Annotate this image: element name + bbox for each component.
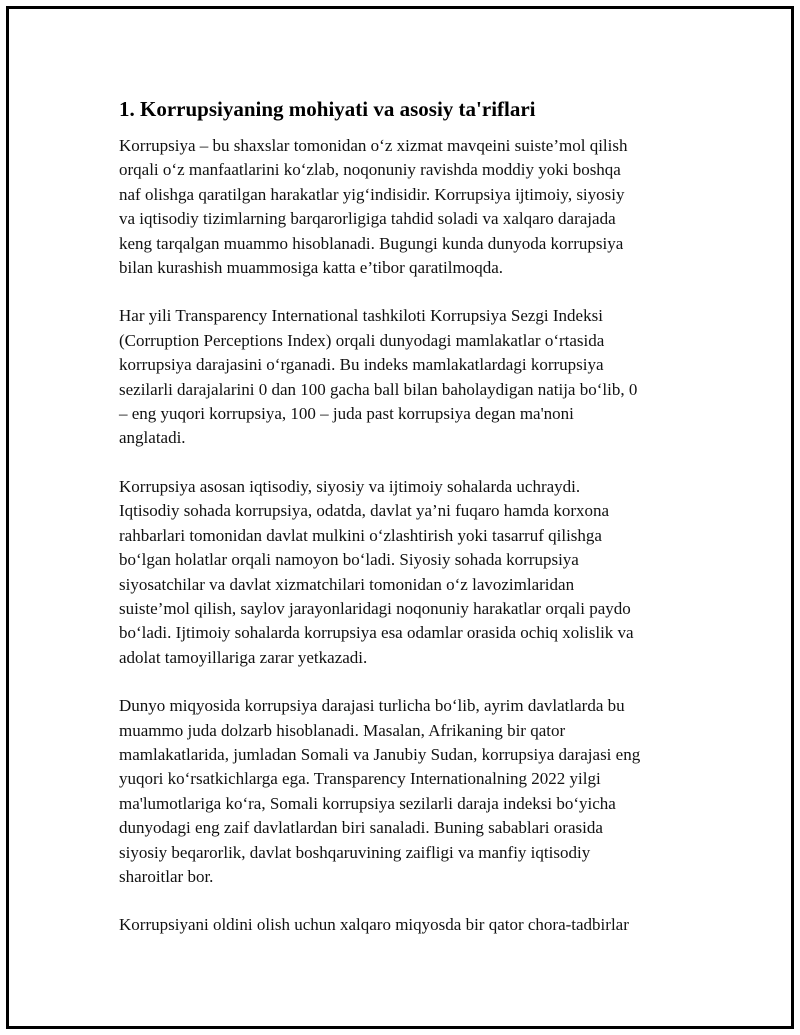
text-line: keng tarqalgan muammo hisoblanadi. Bugungi kunda dunyoda korrupsiya: [119, 233, 624, 253]
text-line: Dunyo miqyosida korrupsiya darajasi turlicha bo‘lib, ayrim davlatlarda bu: [119, 696, 625, 716]
text-line: mamlakatlarida, jumladan Somali va Janubiy Sudan, korrupsiya darajasi eng: [119, 744, 641, 764]
text-line: korrupsiya darajasini o‘rganadi. Bu indeks mamlakatlardagi korrupsiya: [119, 355, 604, 375]
text-line: sezilarli darajalarini 0 dan 100 gacha ball bilan baholaydigan natija bo‘lib, 0: [119, 379, 638, 399]
text-line: muammo juda dolzarb hisoblanadi. Masalan, Afrikaning bir qator: [119, 720, 566, 740]
paragraph-prevention: [119, 913, 689, 937]
text-line: adolat tamoyillariga zarar yetkazadi.: [119, 647, 368, 667]
paragraph-definition: [119, 134, 689, 280]
text-line: dunyodagi eng zaif davlatlardan biri sanaladi. Buning sabablari orasida: [119, 818, 603, 838]
text-line: (Corruption Perceptions Index) orqali dunyodagi mamlakatlar o‘rtasida: [119, 330, 605, 350]
paragraph-spheres: [119, 475, 689, 670]
text-line: bilan kurashish muammosiga katta e’tibor qaratilmoqda.: [119, 258, 503, 278]
text-line: sharoitlar bor.: [119, 866, 214, 886]
text-line: Har yili Transparency International tashkiloti Korrupsiya Sezgi Indeksi: [119, 306, 603, 326]
text-line: Korrupsiya – bu shaxslar tomonidan o‘z xizmat mavqeini suiste’mol qilish: [119, 136, 628, 155]
document-page: [6, 6, 794, 1029]
text-line: bo‘lgan holatlar orqali namoyon bo‘ladi. Siyosiy sohada korrupsiya: [119, 550, 579, 570]
text-line: Korrupsiyani oldini olish uchun xalqaro miqyosda bir qator chora-tadbirlar: [119, 915, 629, 935]
text-line: Korrupsiya asosan iqtisodiy, siyosiy va ijtimoiy sohalarda uchraydi.: [119, 476, 581, 496]
paragraph-world: [119, 694, 689, 889]
text-line: suiste’mol qilish, saylov jarayonlaridagi noqonuniy harakatlar orqali paydo: [119, 598, 631, 618]
paragraph-cpi: [119, 304, 689, 450]
text-line: ma'lumotlariga ko‘ra, Somali korrupsiya sezilarli daraja indeksi bo‘yicha: [119, 793, 616, 813]
document-body: [119, 94, 689, 962]
text-line: bo‘ladi. Ijtimoiy sohalarda korrupsiya esa odamlar orasida ochiq xolislik va: [119, 623, 634, 643]
text-line: naf olishga qaratilgan harakatlar yig‘indisidir. Korrupsiya ijtimoiy, siyosiy: [119, 184, 625, 204]
text-line: orqali o‘z manfaatlarini ko‘zlab, noqonuniy ravishda moddiy yoki boshqa: [119, 160, 621, 180]
text-line: yuqori ko‘rsatkichlarga ega. Transparency Internationalning 2022 yilgi: [119, 769, 601, 789]
text-line: siyosiy beqarorlik, davlat boshqaruvining zaifligi va manfiy iqtisodiy: [119, 842, 591, 862]
text-line: va iqtisodiy tizimlarning barqarorligiga tahdid soladi va xalqaro darajada: [119, 209, 616, 229]
text-line: siyosatchilar va davlat xizmatchilari tomonidan o‘z lavozimlaridan: [119, 574, 575, 594]
text-line: Iqtisodiy sohada korrupsiya, odatda, davlat ya’ni fuqaro hamda korxona: [119, 501, 610, 521]
text-line: anglatadi.: [119, 428, 186, 448]
text-line: – eng yuqori korrupsiya, 100 – juda past korrupsiya degan ma'noni: [119, 404, 574, 424]
section-heading: 1. Korrupsiyaning mohiyati va asosiy ta'riflari: [119, 97, 536, 121]
text-line: rahbarlari tomonidan davlat mulkini o‘zlashtirish yoki tasarruf qilishga: [119, 525, 602, 545]
